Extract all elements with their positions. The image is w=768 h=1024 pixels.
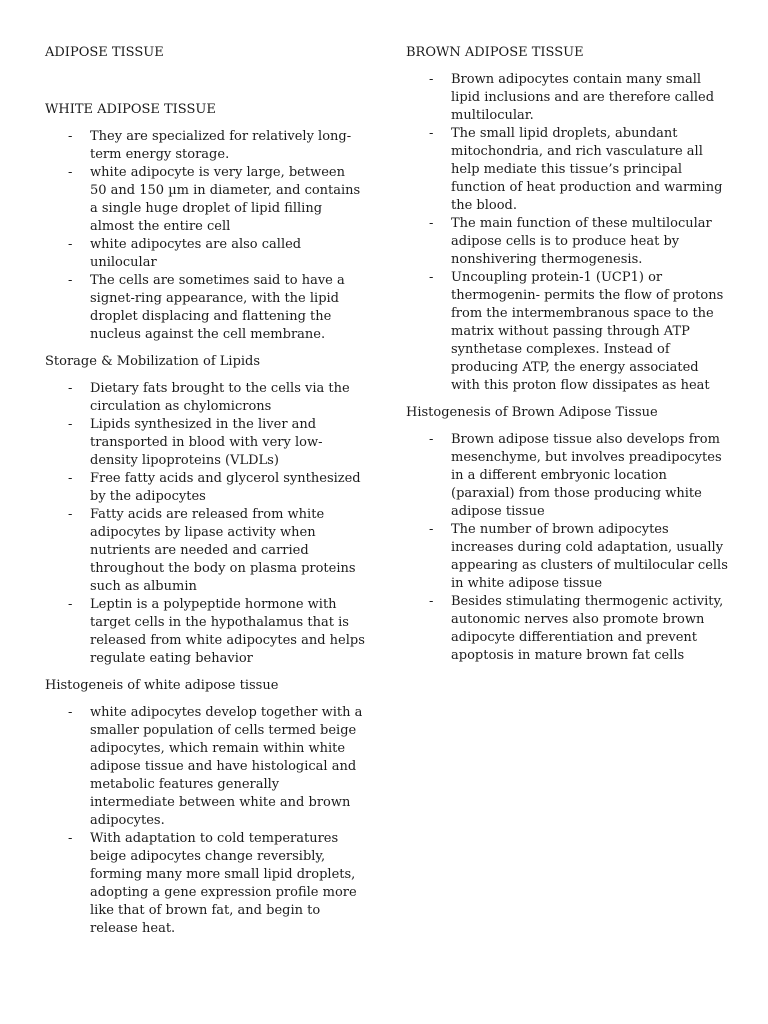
list-item: - The small lipid droplets, abundant mitochondria, and rich vasculature all help mediate this tissue’s principal function of heat production and warming the blood.: [406, 125, 730, 215]
list-item: - The cells are sometimes said to have a signet-ring appearance, with the lipid droplet displacing and flattening the nucleus against the cell membrane.: [45, 272, 365, 344]
list-item: - Besides stimulating thermogenic activity, autonomic nerves also promote brown adipocyte differentiation and prevent apoptosis in mature brown fat cells: [406, 593, 730, 665]
list-item: - Uncoupling protein-1 (UCP1) or thermogenin- permits the flow of protons from the intermembranous space to the matrix without passing through ATP synthetase complexes. Instead of producing ATP, the energy associated with this proton flow dissipates as heat: [406, 269, 730, 395]
document-title: ADIPOSE TISSUE: [45, 45, 164, 60]
brown-adipose-heading: BROWN ADIPOSE TISSUE: [406, 45, 584, 60]
list-item: - white adipocytes are also called unilocular: [45, 236, 365, 272]
storage-list: [45, 380, 365, 668]
white-adipose-heading: WHITE ADIPOSE TISSUE: [45, 102, 216, 117]
list-item: - Fatty acids are released from white adipocytes by lipase activity when nutrients are needed and carried throughout the body on plasma proteins such as albumin: [45, 506, 365, 596]
list-item: - Lipids synthesized in the liver and transported in blood with very low-density lipoproteins (VLDLs): [45, 416, 365, 470]
brown-adipose-list: [406, 71, 730, 395]
brown-histogenesis-heading: Histogenesis of Brown Adipose Tissue: [406, 405, 658, 420]
list-item: - The main function of these multilocular adipose cells is to produce heat by nonshivering thermogenesis.: [406, 215, 730, 269]
list-item: - They are specialized for relatively long-term energy storage.: [45, 128, 365, 164]
white-histogenesis-heading: Histogeneis of white adipose tissue: [45, 678, 279, 693]
list-item: - Leptin is a polypeptide hormone with target cells in the hypothalamus that is released from white adipocytes and helps regulate eating behavior: [45, 596, 365, 668]
list-item: - Brown adipose tissue also develops from mesenchyme, but involves preadipocytes in a different embryonic location (paraxial) from those producing white adipose tissue: [406, 431, 730, 521]
white-histogenesis-list: [45, 704, 365, 938]
right-column: [406, 44, 730, 665]
storage-heading: Storage & Mobilization of Lipids: [45, 354, 261, 369]
list-item: - With adaptation to cold temperatures beige adipocytes change reversibly, forming many more small lipid droplets, adopting a gene expression profile more like that of brown fat, and begin to release heat.: [45, 830, 365, 938]
list-item: - The number of brown adipocytes increases during cold adaptation, usually appearing as clusters of multilocular cells in white adipose tissue: [406, 521, 730, 593]
list-item: - Free fatty acids and glycerol synthesized by the adipocytes: [45, 470, 365, 506]
white-adipose-list: [45, 128, 365, 344]
brown-histogenesis-list: [406, 431, 730, 665]
list-item: - Brown adipocytes contain many small lipid inclusions and are therefore called multilocular.: [406, 71, 730, 125]
list-item: - white adipocyte is very large, between 50 and 150 µm in diameter, and contains a single huge droplet of lipid filling almost the entire cell: [45, 164, 365, 236]
list-item: - Dietary fats brought to the cells via the circulation as chylomicrons: [45, 380, 365, 416]
list-item: - white adipocytes develop together with a smaller population of cells termed beige adipocytes, which remain within white adipose tissue and have histological and metabolic features generally intermediate between white and brown adipocytes.: [45, 704, 365, 830]
left-column: [45, 44, 365, 938]
